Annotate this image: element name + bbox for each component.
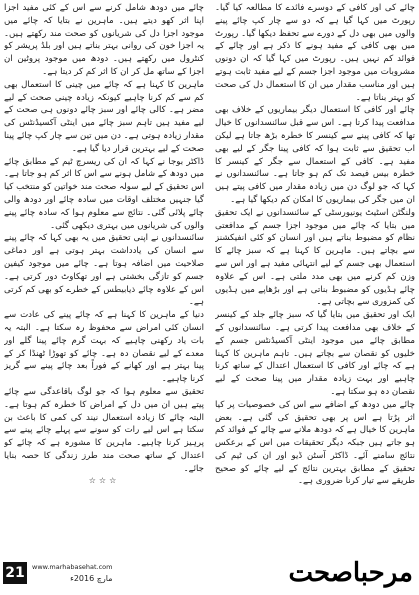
article-paragraph: ماہرین کا کہنا ہے کہ چائے میں چینی کا استعمال بھی کم سے کم کرنا چاہیے کیونکہ زیادہ چینی صحت کے لیے مضر ہے۔ کالی چائے اور سبز چائے دونوں ہی صحت کے لیے مفید ہیں تاہم سبز چائے میں اینٹی آکسیڈنٹس کی مقدار زیادہ ہوتی ہے۔ دن میں تین سے چار کپ چائے پینا صحت کے لیے بہترین قرار دیا گیا ہے۔ <box>4 79 204 154</box>
article-paragraph: دنیا کے ماہرین کا کہنا ہے کہ چائے پینے کی عادت سے انسان کئی امراض سے محفوظ رہ سکتا ہے۔ البتہ یہ بات یاد رکھنی چاہیے کہ بہت گرم چائے پینا گلے اور معدے کے لیے نقصان دہ ہے۔ چائے کو تھوڑا ٹھنڈا کر کے پینا بہتر ہے اور کھانے کے فوراً بعد چائے پینے سے گریز کرنا چاہیے۔ <box>4 310 204 385</box>
article-column-left <box>4 2 204 550</box>
page-footer <box>0 551 419 595</box>
article-paragraph: سائنسدانوں نے اپنی تحقیق میں یہ بھی کہا کہ چائے پینے سے انسان کی یادداشت بہتر ہوتی ہے اور دماغی صلاحیت میں اضافہ ہوتا ہے۔ چائے میں موجود کیفین جسم کو تازگی بخشتی ہے اور تھکاوٹ دور کرتی ہے۔ اس کے علاوہ چائے ذیابیطس کے خطرے کو بھی کم کرتی ہے۔ <box>4 233 204 308</box>
article-paragraph: چائے کی اور کافی کے دوسرے فائدے کا مطالعہ کیا گیا۔ رپورٹ میں کہا گیا ہے کہ دو سے چار کپ چائے پینے والوں میں بھی دل کے دورے سے تحفظ دیکھا گیا۔ رپورٹ میں بھی کافی کے مفید ہونے کا ذکر ہے اور چائے کے فوائد کم نہیں ہیں۔ رپورٹ میں کہا گیا کہ ان دونوں مشروبات میں موجود اجزا جسم کے لیے مفید ثابت ہوتے ہیں اور مناسب مقدار میں ان کا استعمال دل کی صحت کو بہتر بناتا ہے۔ <box>215 3 415 103</box>
column-gutter <box>204 2 215 550</box>
article-paragraph: چائے میں دودھ کے اضافے سے اس کی خصوصیات پر کیا اثر پڑتا ہے اس پر بھی تحقیق کی گئی ہے۔ بعض ماہرین کا خیال ہے کہ دودھ ملانے سے چائے کے فوائد کم ہو جاتے ہیں جبکہ دیگر تحقیقات میں اس کے برعکس نتائج سامنے آئے۔ ڈاکٹر آسٹن ڈیو اور ان کی ٹیم کی تحقیق کے مطابق بہترین نتائج کے لیے چائے کو صحیح طریقے سے تیار کرنا ضروری ہے۔ <box>215 399 415 487</box>
issue-date: مارچ 2016ء <box>70 574 113 583</box>
magazine-masthead: مرحباصحت <box>288 558 413 588</box>
footer-info <box>32 563 113 583</box>
article-paragraph: ایک اور تحقیق میں بتایا گیا کہ سبز چائے جلد کے کینسر کے خلاف بھی مدافعت پیدا کرتی ہے۔ سائنسدانوں کے مطابق چائے میں موجود اینٹی آکسیڈنٹس جسم کے خلیوں کو نقصان سے بچاتے ہیں۔ تاہم ماہرین کا کہنا ہے کہ چائے اور کافی کا استعمال اعتدال کے ساتھ کرنا چاہیے اور بہت زیادہ مقدار میں پینا صحت کے لیے نقصان دہ ہو سکتا ہے۔ <box>215 310 415 397</box>
footer-left-group <box>3 562 113 584</box>
article-column-right <box>215 2 415 550</box>
article-paragraph: تحقیق سے معلوم ہوا کہ جو لوگ باقاعدگی سے چائے پیتے ہیں ان میں دل کے امراض کا خطرہ کم ہوتا ہے۔ البتہ چائے کا زیادہ استعمال نیند کی کمی کا باعث بن سکتا ہے اس لیے رات کو سونے سے پہلے چائے پینے سے پرہیز کرنا چاہیے۔ ماہرین کا مشورہ ہے کہ چائے کو اعتدال کے ساتھ صحت مند طرز زندگی کا حصہ بنایا جائے۔ <box>4 386 204 474</box>
article-paragraph: چائے میں دودھ شامل کرنے سے اس کے کئی مفید اجزا اپنا اثر کھو دیتے ہیں۔ ماہرین نے بتایا کہ چائے میں موجود اجزا دل کی شریانوں کو صحت مند رکھتے ہیں۔ یہ اجزا خون کی روانی بہتر بناتے ہیں اور بلڈ پریشر کو کنٹرول میں رکھتے ہیں۔ دودھ میں موجود پروٹین ان اجزا کے ساتھ مل کر ان کا اثر کم کر دیتا ہے۔ <box>4 3 204 77</box>
website-url[interactable]: www.marhabasehat.com <box>32 563 113 571</box>
article-paragraph: چائے اور کافی کا استعمال دیگر بیماریوں کے خلاف بھی مدافعت پیدا کرتا ہے۔ اس سے قبل سائنسدانوں کا خیال تھا کہ کافی پینے سے کینسر کا خطرہ بڑھ جاتا ہے لیکن اب تحقیق سے ثابت ہوا کہ کافی پینا جگر کے لیے بھی مفید ہے۔ کافی کے استعمال سے جگر کے کینسر کا خطرہ بیس فیصد تک کم ہو جاتا ہے۔ سائنسدانوں نے کہا کہ جو لوگ دن میں زیادہ مقدار میں کافی پیتے ہیں ان میں جگر کی بیماریوں کا امکان کم دیکھا گیا ہے۔ <box>215 105 415 205</box>
article-paragraph: ڈاکٹر بوجا نے کہا کہ ان کی ریسرچ ٹیم کے مطابق چائے میں دودھ کے شامل ہونے سے اس کا اثر کم ہو جاتا ہے۔ اس تحقیق کے لیے سولہ صحت مند خواتین کو منتخب کیا گیا جنہیں مختلف اوقات میں سادہ چائے اور دودھ والی چائے پلائی گئی۔ نتائج سے معلوم ہوا کہ سادہ چائے پینے والوں کی شریانوں میں بہتری دیکھی گئی۔ <box>4 156 204 231</box>
article-paragraph: ولنگٹن اسٹیٹ یونیورسٹی کے سائنسدانوں نے ایک تحقیق میں بتایا کہ چائے میں موجود اجزا جسم کے مدافعتی نظام کو مضبوط بناتے ہیں اور انسان کو کئی انفیکشنز سے بچاتے ہیں۔ ماہرین کا کہنا ہے کہ سبز چائے کا استعمال بھی جسم کے لیے انتہائی مفید ہے اور اس سے وزن کم کرنے میں بھی مدد ملتی ہے۔ اس کے علاوہ چائے ہڈیوں کو مضبوط بناتی ہے اور بڑھاپے میں ہڈیوں کی کمزوری سے بچاتی ہے۔ <box>215 207 415 308</box>
page-number: 21 <box>3 562 27 584</box>
article-columns <box>4 2 415 550</box>
end-of-article-stars: ☆☆☆ <box>88 476 120 486</box>
